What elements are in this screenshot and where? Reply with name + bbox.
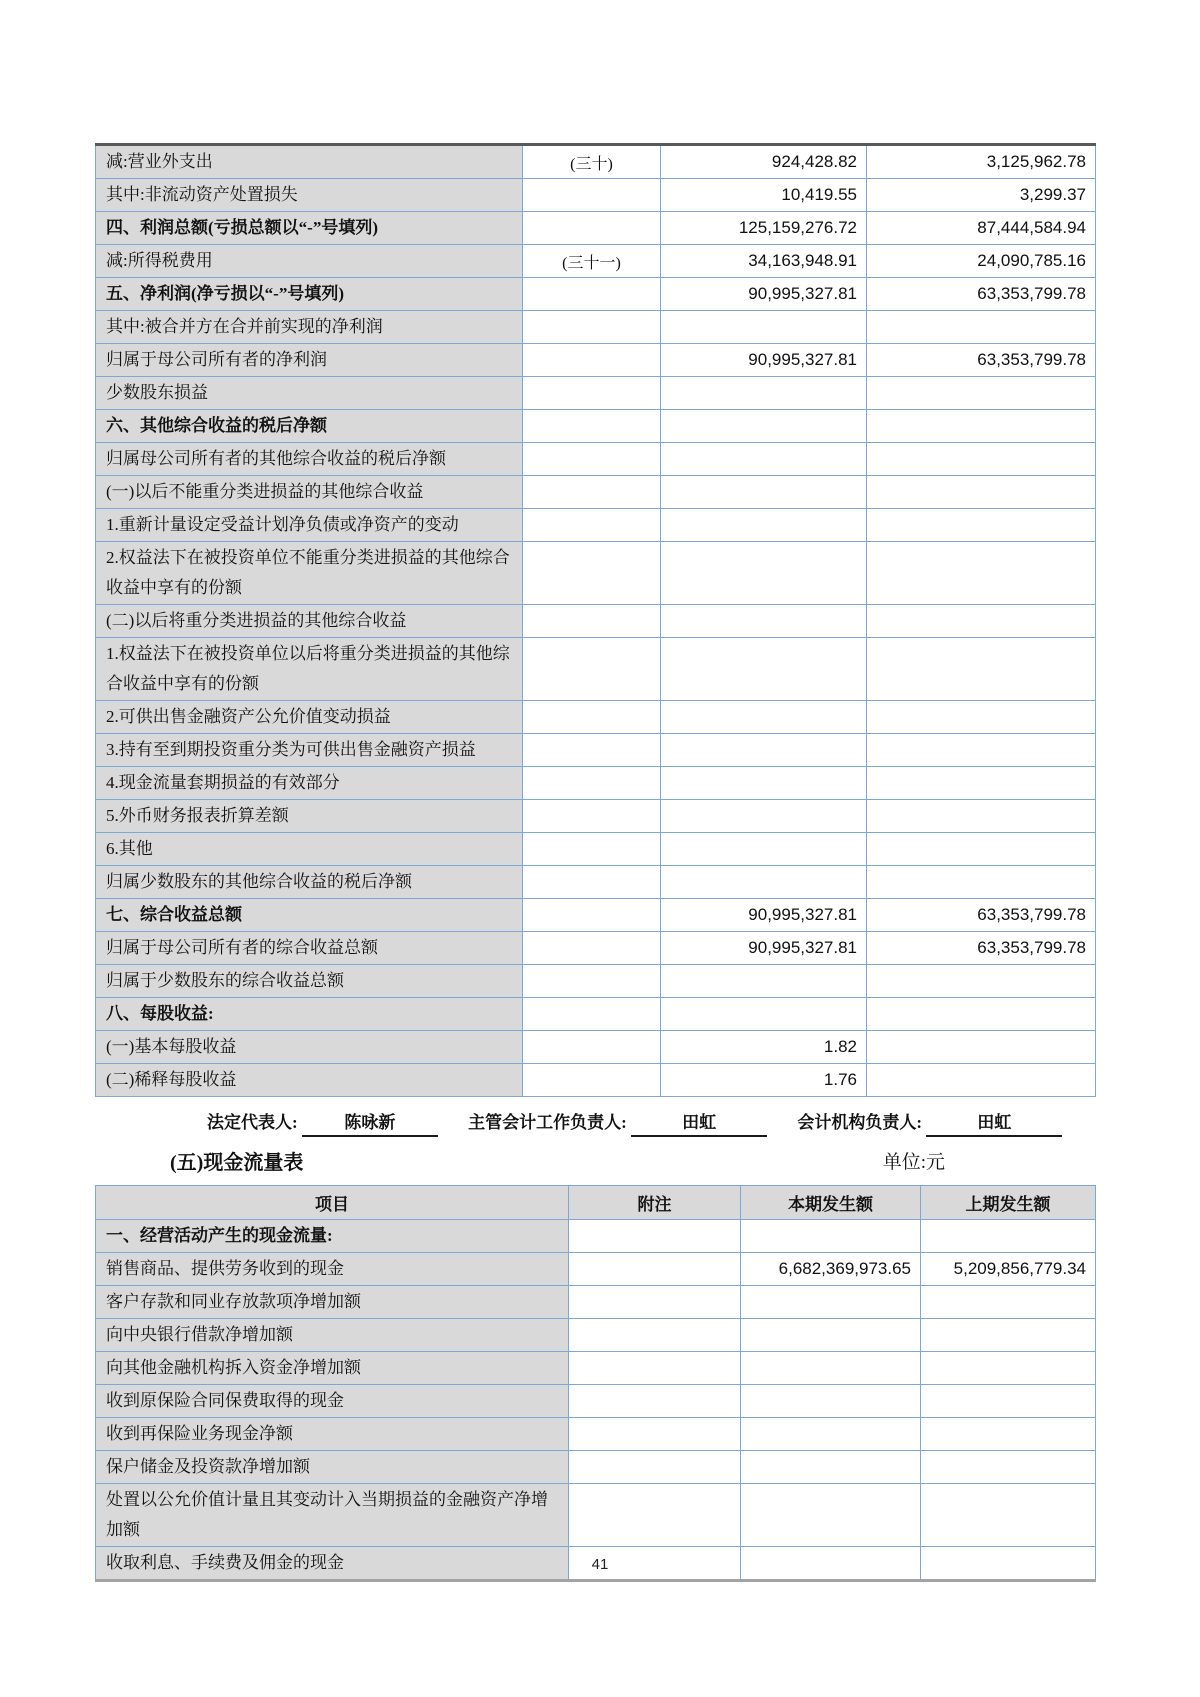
note-cell xyxy=(523,443,661,476)
current-amount-cell xyxy=(661,998,867,1031)
table-row xyxy=(96,212,1096,245)
current-amount-cell: 1.82 xyxy=(661,1031,867,1064)
prior-amount-cell: 87,444,584.94 xyxy=(867,212,1096,245)
prior-amount-cell: 3,299.37 xyxy=(867,179,1096,212)
cashflow-body xyxy=(96,1220,1096,1581)
current-amount-cell xyxy=(661,800,867,833)
cashflow-table-head xyxy=(96,1186,1096,1220)
table-row xyxy=(96,1064,1096,1097)
income-statement-table xyxy=(95,143,1096,1097)
note-cell xyxy=(523,965,661,998)
current-amount-cell xyxy=(661,311,867,344)
item-label-cell: 处置以公允价值计量且其变动计入当期损益的金融资产净增加额 xyxy=(96,1484,569,1547)
note-cell xyxy=(523,998,661,1031)
current-amount-cell xyxy=(741,1418,921,1451)
item-label-cell: 八、每股收益: xyxy=(96,998,523,1031)
note-cell xyxy=(523,476,661,509)
current-amount-cell xyxy=(661,701,867,734)
table-row xyxy=(96,1220,1096,1253)
current-amount-cell xyxy=(741,1484,921,1547)
note-cell xyxy=(523,734,661,767)
header-prior-period: 上期发生额 xyxy=(921,1186,1096,1220)
note-cell xyxy=(523,1031,661,1064)
table-row xyxy=(96,344,1096,377)
page-content xyxy=(95,143,1095,1582)
prior-amount-cell xyxy=(867,866,1096,899)
note-cell xyxy=(523,800,661,833)
note-cell xyxy=(569,1253,741,1286)
current-amount-cell xyxy=(741,1352,921,1385)
note-cell xyxy=(523,866,661,899)
item-label-cell: 归属少数股东的其他综合收益的税后净额 xyxy=(96,866,523,899)
cashflow-table xyxy=(95,1185,1096,1582)
item-label-cell: (一)以后不能重分类进损益的其他综合收益 xyxy=(96,476,523,509)
note-cell xyxy=(523,344,661,377)
current-amount-cell xyxy=(741,1286,921,1319)
current-amount-cell xyxy=(661,734,867,767)
table-row xyxy=(96,1385,1096,1418)
prior-amount-cell xyxy=(867,311,1096,344)
prior-amount-cell xyxy=(921,1220,1096,1253)
note-cell xyxy=(569,1220,741,1253)
current-amount-cell xyxy=(741,1220,921,1253)
prior-amount-cell xyxy=(867,542,1096,605)
prior-amount-cell xyxy=(921,1352,1096,1385)
prior-amount-cell xyxy=(921,1385,1096,1418)
note-cell: (三十) xyxy=(523,145,661,179)
item-label-cell: 3.持有至到期投资重分类为可供出售金融资产损益 xyxy=(96,734,523,767)
prior-amount-cell xyxy=(867,767,1096,800)
note-cell xyxy=(523,701,661,734)
note-cell: (三十一) xyxy=(523,245,661,278)
prior-amount-cell: 24,090,785.16 xyxy=(867,245,1096,278)
item-label-cell: 少数股东损益 xyxy=(96,377,523,410)
prior-amount-cell xyxy=(921,1451,1096,1484)
income-statement-body xyxy=(96,145,1096,1097)
current-amount-cell xyxy=(741,1385,921,1418)
note-cell xyxy=(523,833,661,866)
item-label-cell: 七、综合收益总额 xyxy=(96,899,523,932)
note-cell xyxy=(523,1064,661,1097)
table-row xyxy=(96,1451,1096,1484)
prior-amount-cell xyxy=(867,638,1096,701)
prior-amount-cell xyxy=(867,377,1096,410)
current-amount-cell xyxy=(661,476,867,509)
note-cell xyxy=(569,1319,741,1352)
item-label-cell: 1.权益法下在被投资单位以后将重分类进损益的其他综合收益中享有的份额 xyxy=(96,638,523,701)
item-label-cell: 收到再保险业务现金净额 xyxy=(96,1418,569,1451)
cashflow-section-title: (五)现金流量表 xyxy=(170,1152,304,1174)
table-row xyxy=(96,542,1096,605)
note-cell xyxy=(569,1451,741,1484)
prior-amount-cell xyxy=(867,509,1096,542)
table-row xyxy=(96,443,1096,476)
signature-line xyxy=(95,1111,1095,1137)
prior-amount-cell xyxy=(867,1064,1096,1097)
prior-amount-cell xyxy=(867,998,1096,1031)
item-label-cell: 四、利润总额(亏损总额以“-”号填列) xyxy=(96,212,523,245)
item-label-cell: 5.外币财务报表折算差额 xyxy=(96,800,523,833)
item-label-cell: 归属于少数股东的综合收益总额 xyxy=(96,965,523,998)
table-row xyxy=(96,800,1096,833)
prior-amount-cell xyxy=(921,1484,1096,1547)
cashflow-section-header xyxy=(95,1149,1095,1177)
note-cell xyxy=(523,767,661,800)
page-number: 41 xyxy=(591,1556,609,1573)
current-amount-cell xyxy=(661,638,867,701)
current-amount-cell xyxy=(661,833,867,866)
item-label-cell: 减:营业外支出 xyxy=(96,145,523,179)
prior-amount-cell xyxy=(921,1418,1096,1451)
prior-amount-cell: 63,353,799.78 xyxy=(867,932,1096,965)
prior-amount-cell xyxy=(867,410,1096,443)
note-cell xyxy=(569,1484,741,1547)
current-amount-cell: 90,995,327.81 xyxy=(661,278,867,311)
table-row xyxy=(96,245,1096,278)
item-label-cell: 客户存款和同业存放款项净增加额 xyxy=(96,1286,569,1319)
item-label-cell: 归属于母公司所有者的综合收益总额 xyxy=(96,932,523,965)
table-row xyxy=(96,965,1096,998)
note-cell xyxy=(523,212,661,245)
note-cell xyxy=(523,932,661,965)
table-row xyxy=(96,734,1096,767)
accounting-dept-label: 会计机构负责人: xyxy=(797,1113,923,1132)
current-amount-cell xyxy=(741,1319,921,1352)
current-amount-cell xyxy=(661,542,867,605)
chief-accountant-label: 主管会计工作负责人: xyxy=(468,1113,627,1132)
current-amount-cell xyxy=(661,377,867,410)
table-row xyxy=(96,767,1096,800)
table-row xyxy=(96,701,1096,734)
table-row xyxy=(96,311,1096,344)
current-amount-cell xyxy=(661,767,867,800)
item-label-cell: 2.可供出售金融资产公允价值变动损益 xyxy=(96,701,523,734)
chief-accountant-group xyxy=(468,1113,767,1132)
note-cell xyxy=(523,899,661,932)
current-amount-cell: 34,163,948.91 xyxy=(661,245,867,278)
prior-amount-cell xyxy=(867,734,1096,767)
item-label-cell: 收取利息、手续费及佣金的现金 xyxy=(96,1547,569,1581)
table-row xyxy=(96,509,1096,542)
item-label-cell: 6.其他 xyxy=(96,833,523,866)
current-amount-cell xyxy=(661,965,867,998)
prior-amount-cell xyxy=(867,1031,1096,1064)
item-label-cell: 一、经营活动产生的现金流量: xyxy=(96,1220,569,1253)
prior-amount-cell xyxy=(921,1286,1096,1319)
item-label-cell: 保户储金及投资款净增加额 xyxy=(96,1451,569,1484)
current-amount-cell: 125,159,276.72 xyxy=(661,212,867,245)
prior-amount-cell xyxy=(867,800,1096,833)
item-label-cell: 其中:被合并方在合并前实现的净利润 xyxy=(96,311,523,344)
table-row xyxy=(96,1484,1096,1547)
note-cell xyxy=(569,1286,741,1319)
unit-label: 单位:元 xyxy=(882,1152,945,1173)
accounting-dept-group xyxy=(797,1113,1062,1132)
item-label-cell: 4.现金流量套期损益的有效部分 xyxy=(96,767,523,800)
current-amount-cell xyxy=(661,866,867,899)
accounting-dept-name: 田虹 xyxy=(926,1111,1062,1137)
current-amount-cell xyxy=(661,605,867,638)
item-label-cell: (二)稀释每股收益 xyxy=(96,1064,523,1097)
item-label-cell: (一)基本每股收益 xyxy=(96,1031,523,1064)
table-row xyxy=(96,1319,1096,1352)
item-label-cell: 六、其他综合收益的税后净额 xyxy=(96,410,523,443)
prior-amount-cell: 63,353,799.78 xyxy=(867,344,1096,377)
current-amount-cell xyxy=(661,443,867,476)
table-row xyxy=(96,377,1096,410)
current-amount-cell: 10,419.55 xyxy=(661,179,867,212)
item-label-cell: 五、净利润(净亏损以“-”号填列) xyxy=(96,278,523,311)
prior-amount-cell xyxy=(921,1319,1096,1352)
table-row xyxy=(96,278,1096,311)
current-amount-cell xyxy=(661,509,867,542)
item-label-cell: (二)以后将重分类进损益的其他综合收益 xyxy=(96,605,523,638)
prior-amount-cell xyxy=(867,605,1096,638)
table-row xyxy=(96,1286,1096,1319)
prior-amount-cell xyxy=(867,476,1096,509)
table-row xyxy=(96,145,1096,179)
note-cell xyxy=(569,1418,741,1451)
item-label-cell: 销售商品、提供劳务收到的现金 xyxy=(96,1253,569,1286)
note-cell xyxy=(523,605,661,638)
header-current-period: 本期发生额 xyxy=(741,1186,921,1220)
note-cell xyxy=(523,311,661,344)
table-row xyxy=(96,410,1096,443)
note-cell xyxy=(523,509,661,542)
header-item: 项目 xyxy=(96,1186,569,1220)
prior-amount-cell xyxy=(867,833,1096,866)
current-amount-cell xyxy=(741,1451,921,1484)
item-label-cell: 减:所得税费用 xyxy=(96,245,523,278)
note-cell xyxy=(569,1352,741,1385)
item-label-cell: 1.重新计量设定受益计划净负债或净资产的变动 xyxy=(96,509,523,542)
table-row xyxy=(96,476,1096,509)
table-row xyxy=(96,605,1096,638)
prior-amount-cell xyxy=(867,965,1096,998)
chief-accountant-name: 田虹 xyxy=(631,1111,767,1137)
table-row xyxy=(96,1253,1096,1286)
table-row xyxy=(96,899,1096,932)
table-row xyxy=(96,1418,1096,1451)
note-cell xyxy=(523,278,661,311)
prior-amount-cell: 63,353,799.78 xyxy=(867,899,1096,932)
table-row xyxy=(96,1352,1096,1385)
legal-rep-name: 陈咏新 xyxy=(302,1111,438,1137)
table-row xyxy=(96,638,1096,701)
table-row xyxy=(96,179,1096,212)
current-amount-cell: 90,995,327.81 xyxy=(661,344,867,377)
prior-amount-cell: 5,209,856,779.34 xyxy=(921,1253,1096,1286)
current-amount-cell: 90,995,327.81 xyxy=(661,932,867,965)
current-amount-cell: 90,995,327.81 xyxy=(661,899,867,932)
item-label-cell: 向其他金融机构拆入资金净增加额 xyxy=(96,1352,569,1385)
header-note: 附注 xyxy=(569,1186,741,1220)
prior-amount-cell: 3,125,962.78 xyxy=(867,145,1096,179)
item-label-cell: 归属于母公司所有者的净利润 xyxy=(96,344,523,377)
note-cell xyxy=(523,410,661,443)
item-label-cell: 向中央银行借款净增加额 xyxy=(96,1319,569,1352)
note-cell xyxy=(523,377,661,410)
item-label-cell: 2.权益法下在被投资单位不能重分类进损益的其他综合收益中享有的份额 xyxy=(96,542,523,605)
legal-rep-group xyxy=(207,1113,438,1132)
table-row xyxy=(96,866,1096,899)
current-amount-cell: 924,428.82 xyxy=(661,145,867,179)
current-amount-cell xyxy=(661,410,867,443)
table-row xyxy=(96,833,1096,866)
item-label-cell: 归属母公司所有者的其他综合收益的税后净额 xyxy=(96,443,523,476)
current-amount-cell: 1.76 xyxy=(661,1064,867,1097)
item-label-cell: 其中:非流动资产处置损失 xyxy=(96,179,523,212)
item-label-cell: 收到原保险合同保费取得的现金 xyxy=(96,1385,569,1418)
note-cell xyxy=(523,638,661,701)
note-cell xyxy=(523,542,661,605)
table-row xyxy=(96,1031,1096,1064)
prior-amount-cell xyxy=(867,443,1096,476)
prior-amount-cell: 63,353,799.78 xyxy=(867,278,1096,311)
cashflow-header-row xyxy=(96,1186,1096,1220)
prior-amount-cell xyxy=(867,701,1096,734)
current-amount-cell: 6,682,369,973.65 xyxy=(741,1253,921,1286)
note-cell xyxy=(523,179,661,212)
legal-rep-label: 法定代表人: xyxy=(207,1113,298,1132)
note-cell xyxy=(569,1385,741,1418)
table-row xyxy=(96,932,1096,965)
table-row xyxy=(96,998,1096,1031)
